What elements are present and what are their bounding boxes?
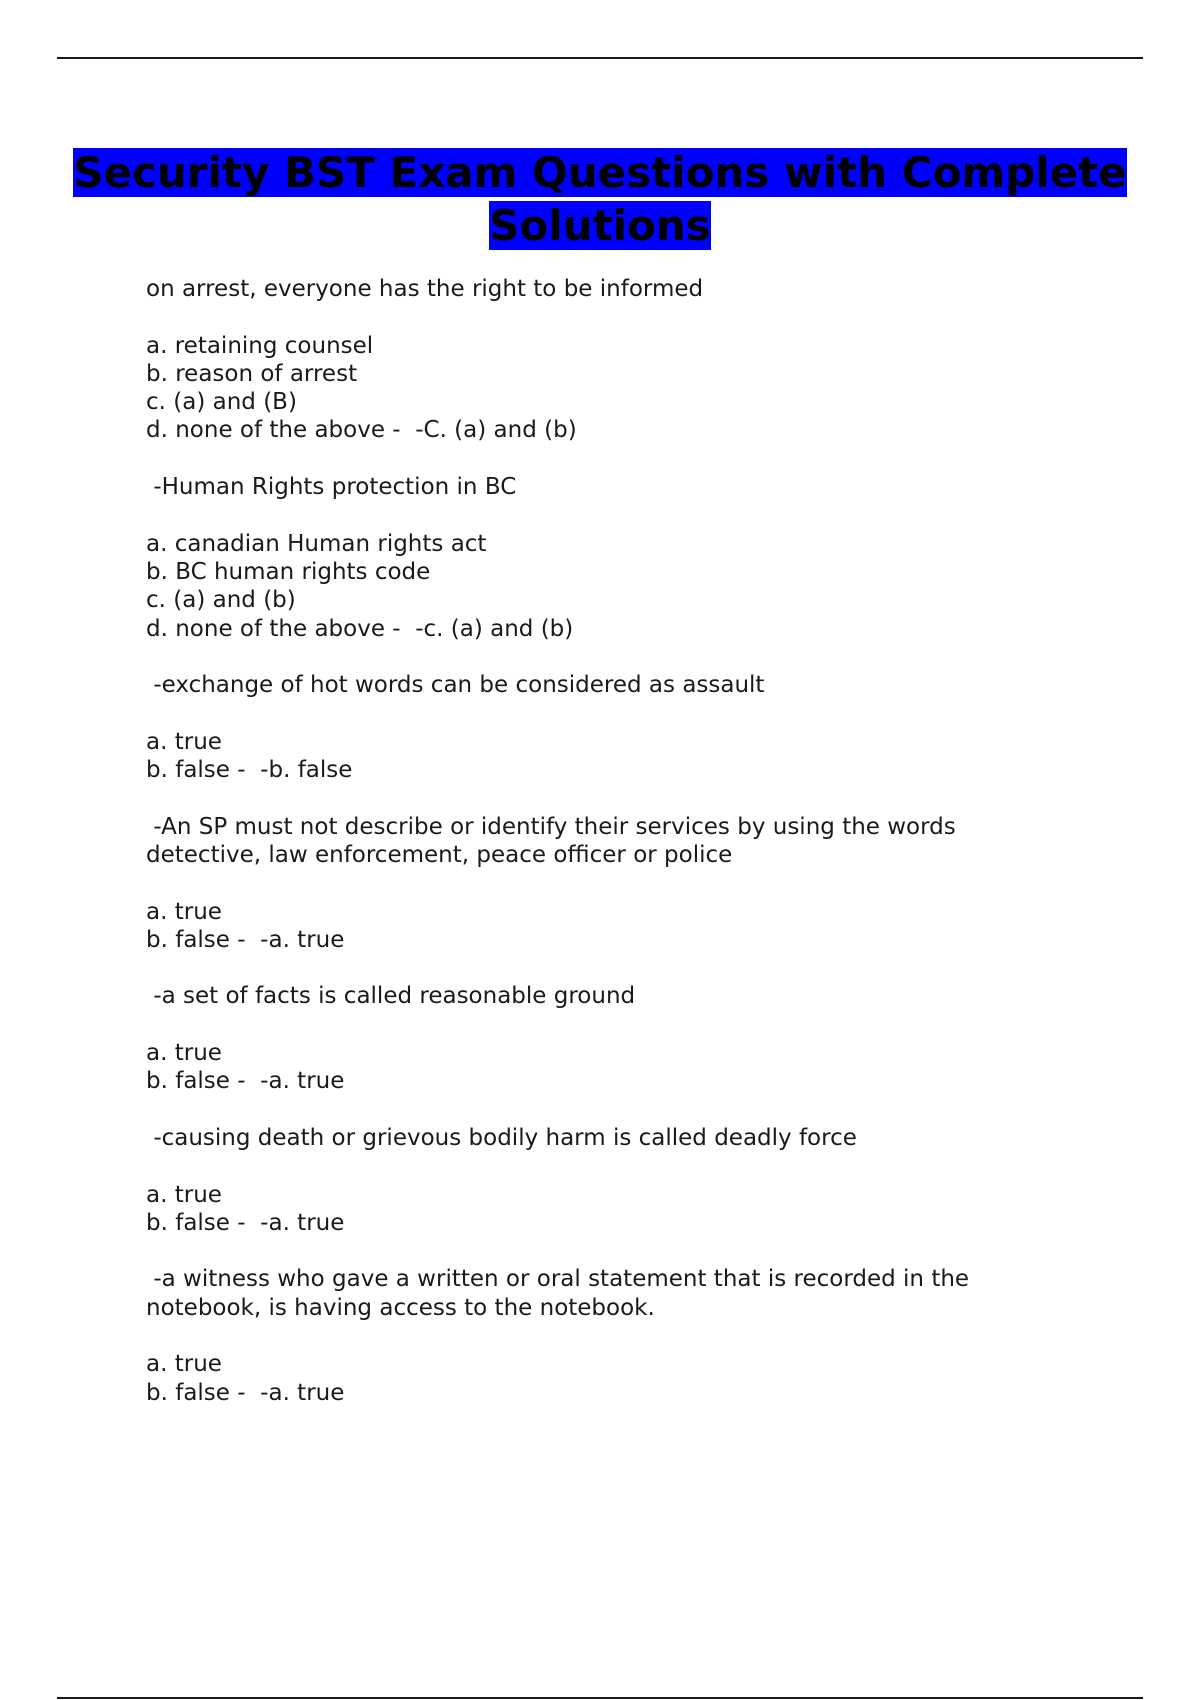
question-block (146, 1265, 1046, 1406)
answer-option: a. retaining counsel (146, 332, 374, 359)
answer-option: a. true (146, 728, 222, 755)
answer-option: b. reason of arrest (146, 360, 358, 387)
answer-option: a. true (146, 1040, 222, 1067)
question-block (146, 671, 1046, 784)
top-rule (57, 57, 1143, 59)
question-block (146, 982, 1046, 1095)
question-text: on arrest, everyone has the right to be informed (146, 276, 704, 302)
answer-option: b. false - -a. true (146, 926, 345, 953)
answer-option: d. none of the above - -c. (a) and (b) (146, 615, 574, 642)
question-text: -An SP must not describe or identify their services by using the words detective, law enforcement, peace officer or police (146, 813, 964, 868)
answer-option: b. BC human rights code (146, 558, 431, 585)
answer-option: d. none of the above - -C. (a) and (b) (146, 417, 577, 444)
answer-option: a. true (146, 1181, 222, 1208)
questions-list (146, 275, 1046, 1435)
question-block (146, 473, 1046, 643)
answer-option: c. (a) and (B) (146, 389, 297, 416)
answer-option: b. false - -a. true (146, 1379, 345, 1406)
question-block (146, 1124, 1046, 1237)
answer-option: c. (a) and (b) (146, 587, 296, 614)
question-block (146, 275, 1046, 445)
answer-option: b. false - -a. true (146, 1209, 345, 1236)
answer-option: a. true (146, 898, 222, 925)
answer-option: a. true (146, 1351, 222, 1378)
answer-option: a. canadian Human rights act (146, 530, 487, 557)
document-title: Security BST Exam Questions with Complete Solutions (73, 148, 1127, 250)
question-text: -exchange of hot words can be considered as assault (146, 672, 765, 699)
question-text: -a set of facts is called reasonable ground (146, 983, 636, 1010)
question-text: -a witness who gave a written or oral statement that is recorded in the notebook, is having access to the notebook. (146, 1266, 977, 1321)
title-block (0, 146, 1200, 252)
question-text: -Human Rights protection in BC (146, 474, 517, 501)
answer-option: b. false - -b. false (146, 757, 353, 784)
bottom-rule (57, 1697, 1143, 1699)
question-block (146, 813, 1046, 954)
answer-option: b. false - -a. true (146, 1068, 345, 1095)
question-text: -causing death or grievous bodily harm is called deadly force (146, 1124, 857, 1151)
